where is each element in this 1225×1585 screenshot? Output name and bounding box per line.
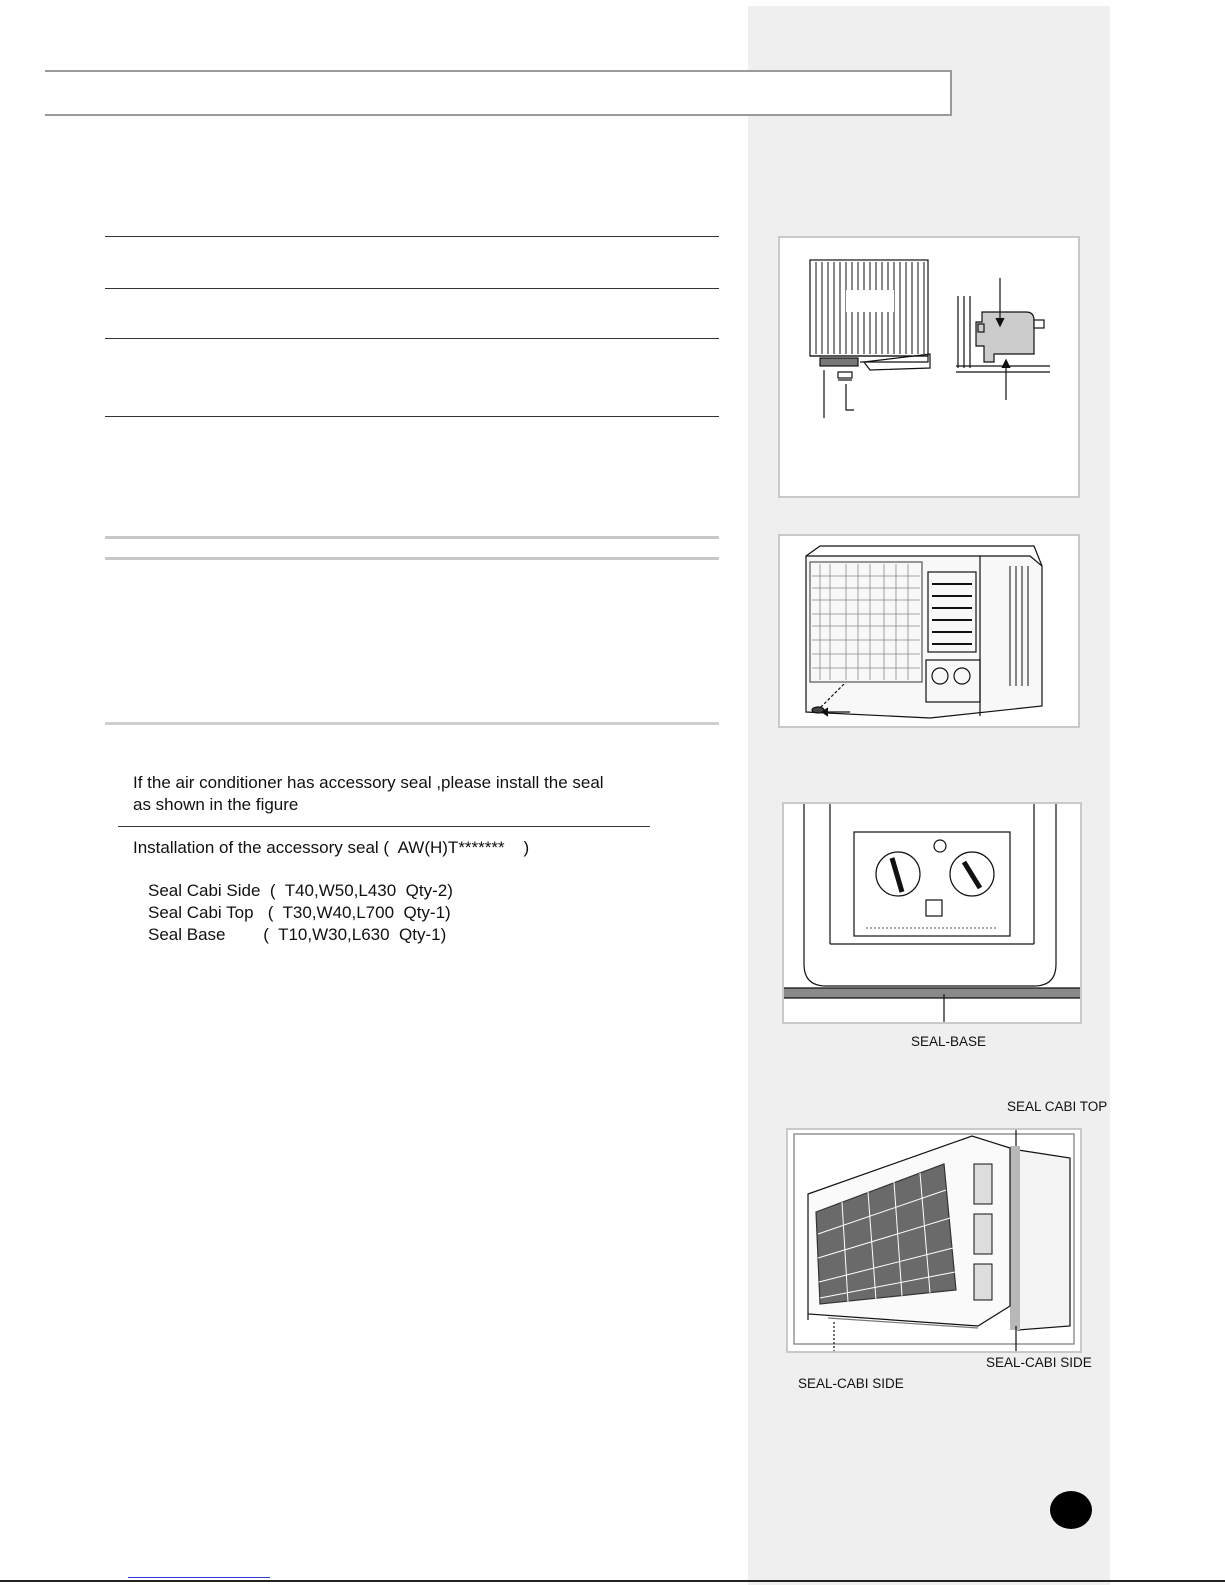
caption-seal-cabi-top: SEAL CABI TOP — [1007, 1099, 1108, 1114]
figure-seal-cabinet — [786, 1128, 1082, 1353]
divider — [105, 338, 719, 339]
divider — [105, 288, 719, 289]
footer-link-underline[interactable] — [128, 1577, 270, 1578]
figure-drain-parts — [778, 236, 1080, 498]
seal-item: Seal Cabi Side ( T40,W50,L430 Qty-2) — [148, 881, 453, 900]
page-number-badge — [1050, 1491, 1092, 1529]
divider — [105, 536, 719, 539]
caption-seal-base: SEAL-BASE — [911, 1034, 987, 1049]
page-bottom-rule — [0, 1580, 1225, 1582]
intro-line-1: If the air conditioner has accessory seal ,please install the seal — [133, 773, 604, 792]
divider — [105, 416, 719, 417]
install-heading: Installation of the accessory seal ( AW(H)T******* ) — [133, 838, 530, 857]
divider — [118, 826, 650, 827]
caption-seal-cabi-side-left: SEAL-CABI SIDE — [798, 1376, 904, 1391]
divider — [105, 236, 719, 237]
seal-item: Seal Base ( T10,W30,L630 Qty-1) — [148, 925, 447, 944]
caption-seal-cabi-side-right: SEAL-CABI SIDE — [986, 1355, 1092, 1370]
figure-front-panel-screw — [778, 534, 1080, 728]
intro-line-2: as shown in the figure — [133, 795, 299, 814]
figure-seal-base — [782, 802, 1082, 1024]
section-title-bar — [45, 70, 952, 116]
seal-item: Seal Cabi Top ( T30,W40,L700 Qty-1) — [148, 903, 451, 922]
divider — [105, 557, 719, 560]
divider — [105, 722, 719, 725]
